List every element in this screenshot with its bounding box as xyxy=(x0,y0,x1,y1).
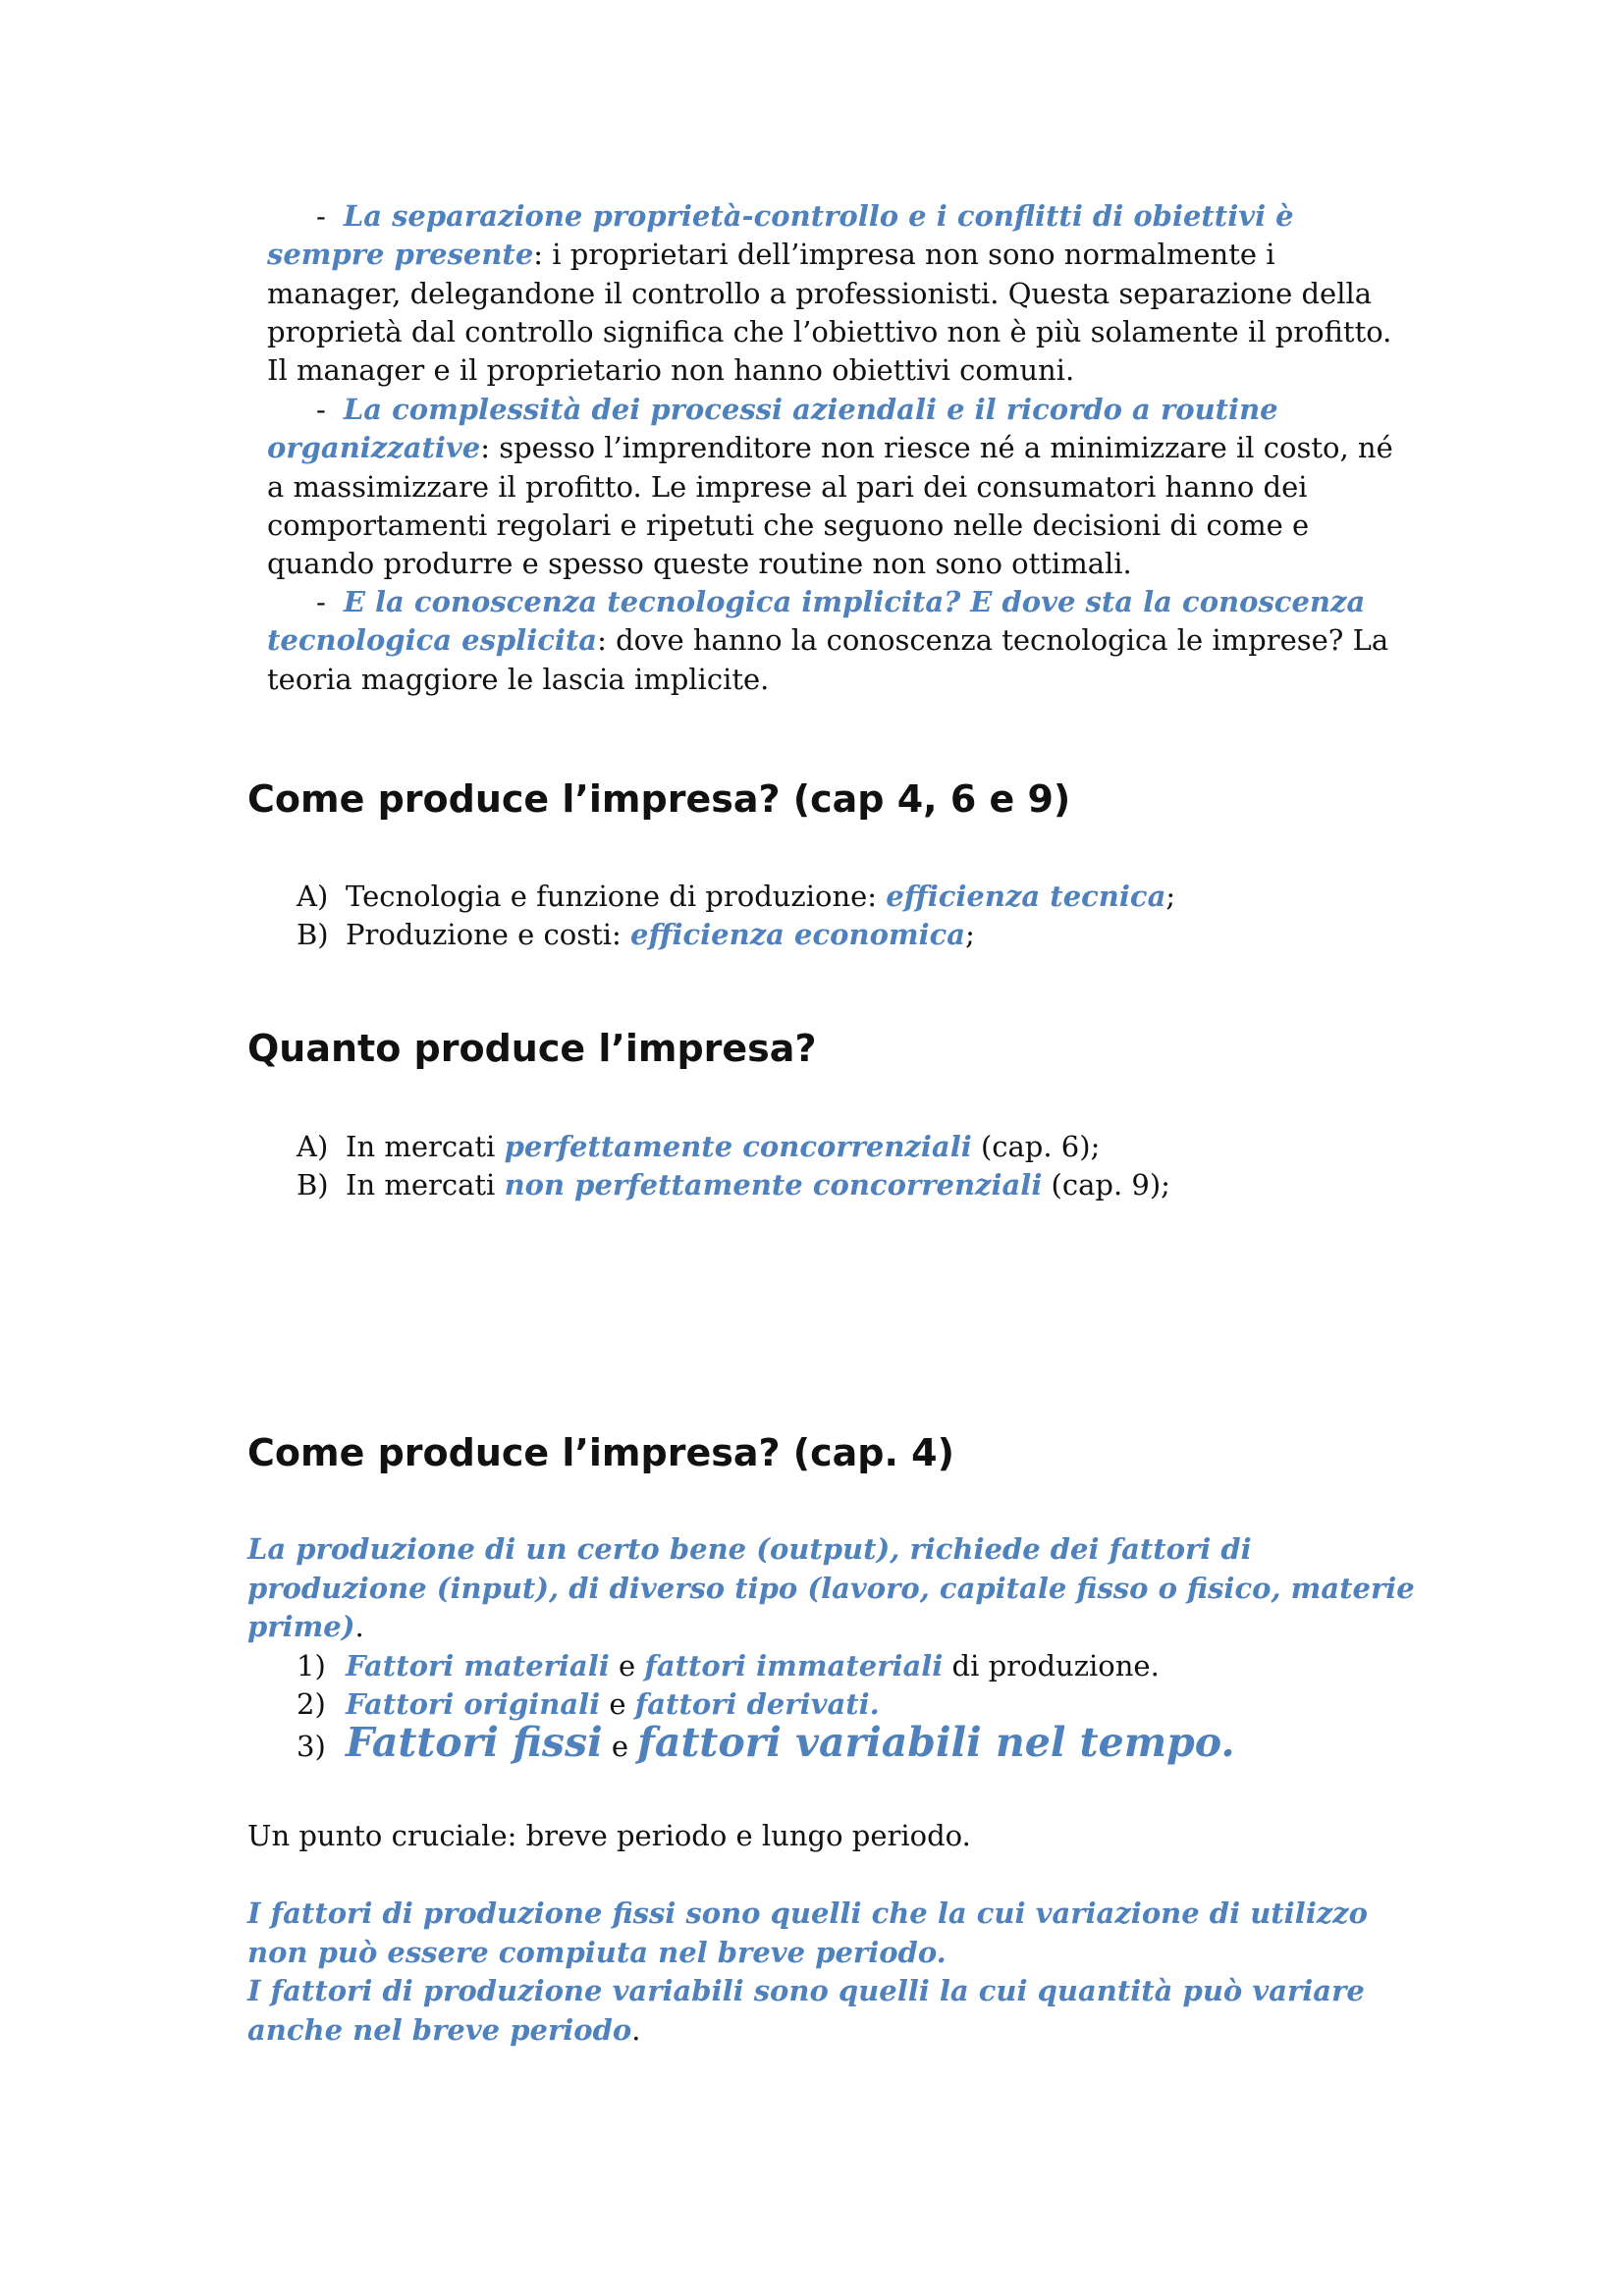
intro-suffix: . xyxy=(354,1610,364,1643)
list-label: 1) xyxy=(297,1649,326,1682)
list-highlight: efficienza economica xyxy=(630,918,966,951)
list-highlight: Fattori originali xyxy=(346,1687,601,1721)
list-suffix: di produzione. xyxy=(943,1649,1160,1682)
list-item xyxy=(297,1719,1235,1766)
bullet-highlight: E la conoscenza tecnologica implicita? E dove sta la conoscenza tecnologica esplicita xyxy=(267,585,1366,658)
list-label: B) xyxy=(297,1168,329,1201)
section-heading-how-much: Quanto produce l’impresa? xyxy=(247,1027,817,1070)
intro-highlight: La produzione di un certo bene (output), richiede dei fattori di produzione (input), di diverso tipo (lavoro, capitale fisso o fisico, materie prime) xyxy=(247,1532,1415,1643)
list-highlight: non perfettamente concorrenziali xyxy=(504,1168,1043,1201)
bullet-dash: - xyxy=(316,199,326,233)
crucial-point: Un punto cruciale: breve periodo e lungo periodo. xyxy=(247,1819,971,1852)
list-item xyxy=(297,1647,1160,1685)
list-highlight: fattori immateriali xyxy=(644,1649,944,1682)
list-item xyxy=(297,1166,1170,1204)
definition-variable xyxy=(247,1972,1426,2050)
bullet-dash: - xyxy=(316,585,326,618)
list-suffix: . xyxy=(1220,1719,1235,1766)
list-highlight: perfettamente concorrenziali xyxy=(504,1130,972,1163)
section-heading-how-produces: Come produce l’impresa? (cap 4, 6 e 9) xyxy=(247,777,1071,821)
bullet-knowledge xyxy=(267,583,1406,699)
list-text: In mercati xyxy=(346,1130,505,1163)
list-text: In mercati xyxy=(346,1168,505,1201)
list-highlight: fattori derivati. xyxy=(634,1687,880,1721)
intro-paragraph xyxy=(247,1530,1426,1647)
bullet-highlight: La complessità dei processi aziendali e il ricordo a routine organizzative xyxy=(267,393,1278,465)
bullet-separation xyxy=(267,197,1406,390)
list-highlight: Fattori fissi xyxy=(346,1719,603,1766)
list-label: 3) xyxy=(297,1730,326,1763)
bullet-text: : dove hanno la conoscenza tecnologica le imprese? La teoria maggiore le lascia implicite. xyxy=(267,623,1389,696)
list-label: A) xyxy=(297,1130,329,1163)
definition-fixed-text: I fattori di produzione fissi sono quelli che la cui variazione di utilizzo non può essere compiuta nel breve periodo. xyxy=(247,1896,1368,1969)
list-highlight: efficienza tecnica xyxy=(886,880,1166,913)
list-label: B) xyxy=(297,918,329,951)
list-item xyxy=(297,916,975,954)
definition-variable-text: I fattori di produzione variabili sono quelli la cui quantità può variare anche nel breve periodo xyxy=(247,1974,1365,2047)
bullet-text: : spesso l’imprenditore non riesce né a minimizzare il costo, né a massimizzare il profitto. Le imprese al pari dei consumatori hanno dei comportamenti regolari e ripetuti che seguono nelle decisioni di come e quando produrre e spesso queste routine non sono ottimali. xyxy=(267,431,1393,581)
definition-fixed xyxy=(247,1895,1426,1972)
list-suffix: ; xyxy=(1165,880,1176,913)
section-heading-how-produces-cap4: Come produce l’impresa? (cap. 4) xyxy=(247,1431,954,1474)
list-item xyxy=(297,878,1175,916)
list-text: Produzione e costi: xyxy=(346,918,631,951)
bullet-highlight: La separazione proprietà-controllo e i conflitti di obiettivi è sempre presente xyxy=(267,199,1294,272)
definition-variable-suffix: . xyxy=(631,2012,641,2047)
list-label: 2) xyxy=(297,1687,326,1721)
list-text: e xyxy=(600,1687,635,1721)
list-label: A) xyxy=(297,880,329,913)
list-text: e xyxy=(609,1649,645,1682)
list-text: e xyxy=(602,1730,638,1763)
list-suffix: (cap. 9); xyxy=(1042,1168,1170,1201)
bullet-text: : i proprietari dell’impresa non sono normalmente i manager, delegandone il controllo a professionisti. Questa separazione della proprietà dal controllo significa che l’obiettivo non è più solamente il profitto. Il manager e il proprietario non hanno obiettivi comuni. xyxy=(267,238,1392,388)
list-highlight: Fattori materiali xyxy=(346,1649,610,1682)
list-highlight: fattori variabili nel tempo xyxy=(637,1719,1221,1766)
bullet-complexity xyxy=(267,391,1406,583)
bullet-dash: - xyxy=(316,393,326,426)
list-item xyxy=(297,1128,1100,1166)
list-text: Tecnologia e funzione di produzione: xyxy=(346,880,887,913)
list-suffix: (cap. 6); xyxy=(971,1130,1101,1163)
list-suffix: ; xyxy=(965,918,975,951)
